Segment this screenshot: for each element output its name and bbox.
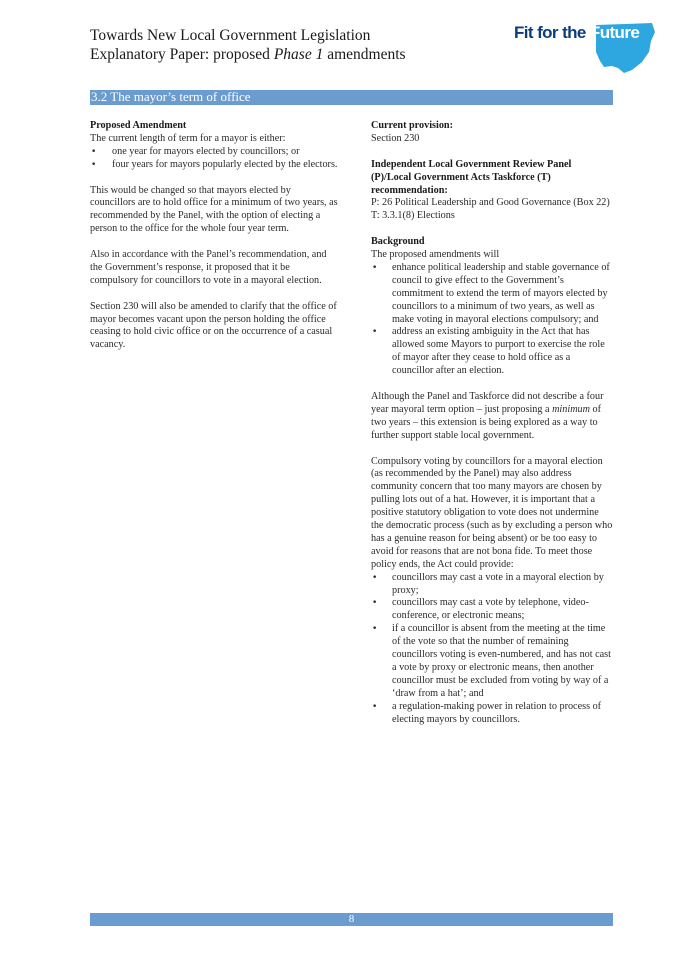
paragraph-section-230: Section 230 will also be amended to clarify that the office of mayor becomes vacant upon the person holding the office ceasing to hold civic office or on the occurrence of a casual vacancy. — [90, 300, 337, 351]
list-item: • enhance political leadership and stable governance of council to give effect to the Government’s commitment to extend the term of mayors elected by councillors to a minimum of two years, as well as make voting in mayoral elections compulsory; and — [371, 262, 613, 327]
section-heading-bar — [90, 90, 613, 105]
background-list — [371, 262, 613, 378]
list-item: • councillors may cast a vote by telephone, video-conference, or electronic means; — [371, 597, 613, 623]
paragraph-four-year-option — [371, 391, 613, 443]
header-title-line-2 — [90, 45, 406, 64]
term-length-list — [90, 146, 338, 172]
fit-for-the-future-logo — [514, 22, 656, 74]
list-item: • address an existing ambiguity in the Act that has allowed some Mayors to purport to exercise the role of mayor after they cease to hold office as a councillor after an election. — [371, 326, 613, 378]
list-item: • one year for mayors elected by councillors; or — [90, 146, 338, 159]
paragraph-four-year-option-italic: minimum — [552, 403, 590, 415]
header-title-phase: Phase 1 — [273, 46, 324, 63]
paragraph-four-year-option-a: Although the Panel and Taskforce did not describe a four year mayoral term option – just proposing a — [371, 390, 604, 415]
list-item: • councillors may cast a vote in a mayoral election by proxy; — [371, 572, 613, 598]
list-item: • if a councillor is absent from the meeting at the time of the vote so that the number of remaining councillors voting is even-numbered, and has not cast a vote by proxy or electronic means, then another councillor must be excluded from voting by way of a ‘draw from a hat’; and — [371, 623, 613, 700]
header-title-line-2-prefix: Explanatory Paper: proposed — [90, 46, 274, 63]
list-item: • a regulation-making power in relation to process of electing mayors by councillors. — [371, 701, 613, 727]
paragraph-four-year-option-b: of two years – this extension is being explored as a way to further support stable local government. — [371, 403, 602, 441]
header-title-line-1: Towards New Local Government Legislation — [90, 27, 371, 44]
policy-provisions-list — [371, 572, 613, 727]
panel-recommendation-t: T: 3.3.1(8) Elections — [371, 210, 455, 222]
document-header-title — [90, 26, 406, 64]
panel-recommendation-heading: Independent Local Government Review Panel (P)/Local Government Acts Taskforce (T) recommendation: — [371, 158, 572, 196]
header-title-line-2-suffix: amendments — [323, 46, 406, 63]
footer-bar — [90, 913, 613, 926]
right-column — [371, 120, 613, 727]
logo-text-future: Future — [589, 23, 640, 42]
left-column — [90, 120, 338, 352]
background-heading: Background — [371, 236, 425, 248]
paragraph-compulsory-voting-policy: Compulsory voting by councillors for a mayoral election (as recommended by the Panel) may also address community concern that too many mayors are chosen by pulling lots out of a hat. However, it is important that a positive statutory obligation to vote does not undermine the democratic process (such as by excluding a person who has a genuine reason for being absent) or be too easy to avoid for reasons that are not bona fide. To meet those policy ends, the Act could provide: — [371, 455, 613, 570]
proposed-amendment-intro: The current length of term for a mayor is either: — [90, 132, 286, 144]
logo-text-fit-for-the: Fit for the — [514, 23, 590, 42]
list-item: • four years for mayors popularly elected by the electors. — [90, 159, 338, 172]
proposed-amendment-heading: Proposed Amendment — [90, 120, 187, 131]
background-intro: The proposed amendments will — [371, 249, 500, 261]
paragraph-minimum-two-years: This would be changed so that mayors elected by councillors are to hold office for a minimum of two years, as recommended by the Panel, with the option of electing a person to the office for the whole four year term. — [90, 184, 338, 235]
section-title: 3.2 The mayor’s term of office — [91, 89, 251, 104]
current-provision-heading: Current provision: — [371, 120, 453, 131]
logo-wordmark — [514, 22, 639, 44]
current-provision-text: Section 230 — [371, 132, 420, 144]
paragraph-compulsory-voting: Also in accordance with the Panel’s recommendation, and the Government’s response, it proposed that it be compulsory for councillors to vote in a mayoral election. — [90, 249, 327, 286]
panel-recommendation-p: P: 26 Political Leadership and Good Governance (Box 22) — [371, 197, 610, 209]
page-number: 8 — [348, 913, 355, 925]
